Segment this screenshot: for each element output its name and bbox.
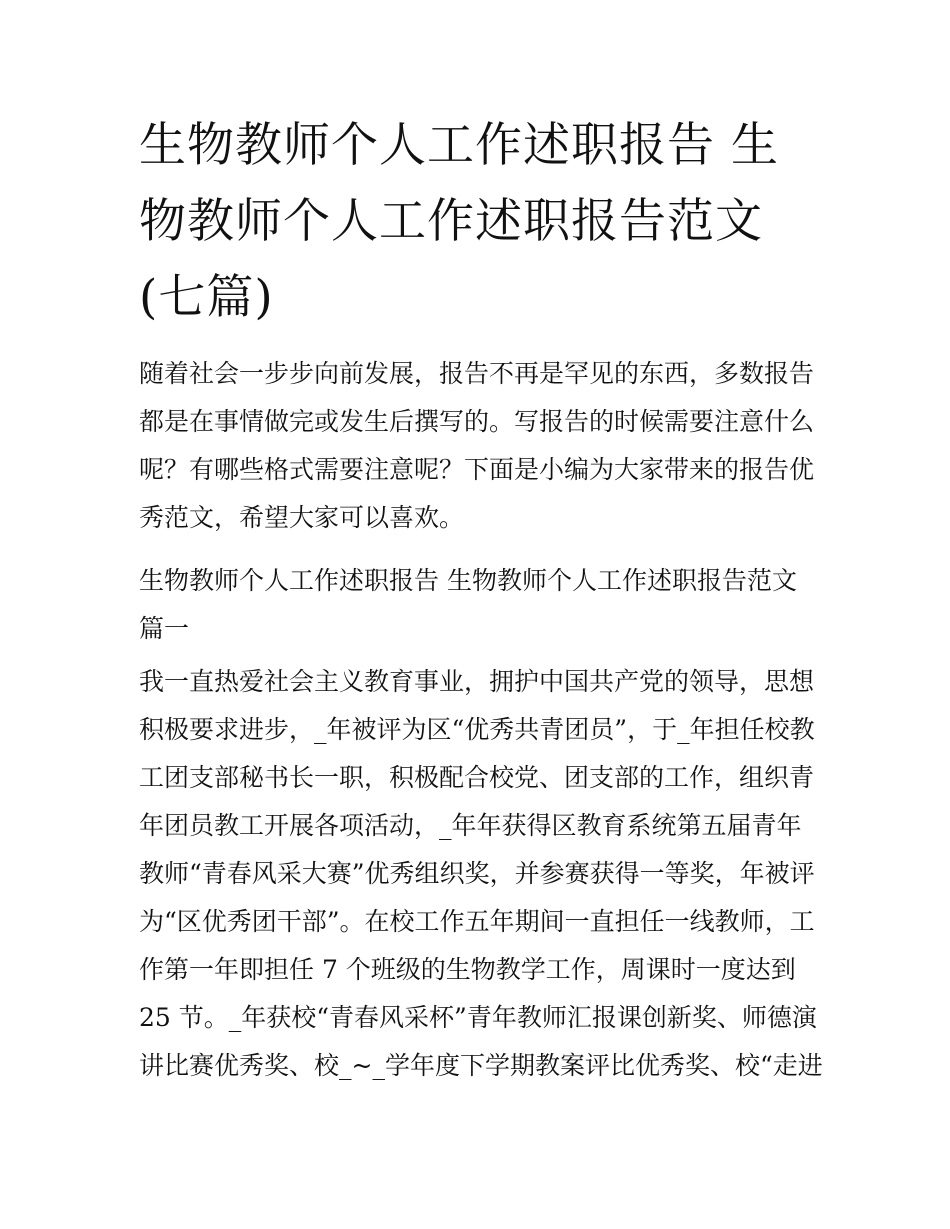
text-line: 为“区优秀团干部”。在校工作五年期间一直担任一线教师，工 [139, 907, 815, 936]
title-line: 生物教师个人工作述职报告 生 [139, 118, 779, 173]
heading-line: 生物教师个人工作述职报告 生物教师个人工作述职报告范文 [139, 566, 797, 595]
text-line: 秀范文，希望大家可以喜欢。 [139, 503, 465, 532]
section-heading [139, 557, 829, 653]
title-line: (七篇) [139, 270, 274, 325]
text-line: 讲比赛优秀奖、校_~_学年度下学期教案评比优秀奖、校“走进 [139, 1051, 823, 1080]
text-line: 积极要求进步，_年被评为区“优秀共青团员”，于_年担任校教 [139, 715, 815, 744]
text-line: 都是在事情做完或发生后撰写的。写报告的时候需要注意什么 [139, 407, 815, 436]
text-line: 年团员教工开展各项活动，_年年获得区教育系统第五届青年 [139, 811, 802, 840]
text-line: 工团支部秘书长一职，积极配合校党、团支部的工作，组织青 [139, 763, 815, 792]
document-title [139, 108, 819, 336]
text-line: 作第一年即担任 7 个班级的生物教学工作，周课时一度达到 [139, 955, 796, 984]
text-line: 随着社会一步步向前发展，报告不再是罕见的东西，多数报告 [139, 359, 815, 388]
text-line: 25 节。_年获校“青春风采杯”青年教师汇报课创新奖、师德演 [139, 1003, 817, 1032]
title-line: 物教师个人工作述职报告范文 [139, 194, 763, 249]
body-paragraph [139, 658, 829, 1090]
text-line: 我一直热爱社会主义教育事业，拥护中国共产党的领导，思想 [139, 667, 815, 696]
heading-line: 篇一 [139, 614, 190, 643]
text-line: 教师“青春风采大赛”优秀组织奖，并参赛获得一等奖，年被评 [139, 859, 815, 888]
text-line: 呢？有哪些格式需要注意呢？下面是小编为大家带来的报告优 [139, 455, 815, 484]
intro-paragraph [139, 350, 829, 542]
